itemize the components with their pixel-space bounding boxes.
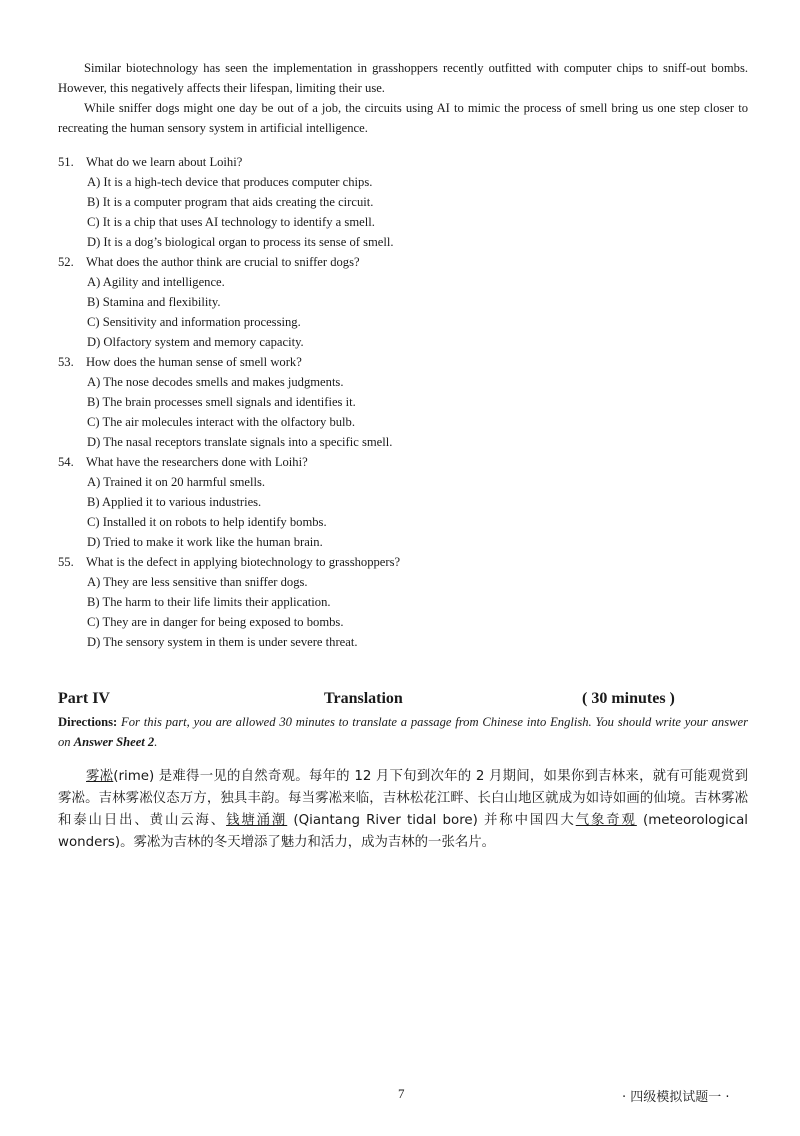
directions-label: Directions: [58, 715, 118, 729]
question-54: 54. What have the researchers done with Loihi? [58, 455, 308, 469]
question-53-option-b: B) The brain processes smell signals and identifies it. [87, 395, 356, 409]
underlined-term-tidal-bore: 钱塘涌潮 [226, 813, 288, 828]
question-52-option-b: B) Stamina and flexibility. [87, 295, 221, 309]
question-52-option-d: D) Olfactory system and memory capacity. [87, 335, 304, 349]
answer-sheet-ref: Answer Sheet 2 [73, 735, 155, 749]
part-time: ( 30 minutes ) [582, 690, 675, 707]
directions: Directions: For this part, you are allowed 30 minutes to translate a passage from Chinese into English. You should write your answer on Answer Sheet 2. [58, 715, 749, 749]
part-label: Part IV [58, 690, 110, 707]
question-53-option-c: C) The air molecules interact with the olfactory bulb. [87, 415, 355, 429]
underlined-term-rime: 雾凇 [86, 769, 114, 784]
question-55-option-d: D) The sensory system in them is under severe threat. [87, 635, 358, 649]
question-53-option-a: A) The nose decodes smells and makes judgments. [87, 375, 344, 389]
question-54-option-c: C) Installed it on robots to help identify bombs. [87, 515, 327, 529]
question-51: 51. What do we learn about Loihi? [58, 155, 243, 169]
question-53-option-d: D) The nasal receptors translate signals into a specific smell. [87, 435, 393, 449]
question-52-option-c: C) Sensitivity and information processing. [87, 315, 301, 329]
question-55: 55. What is the defect in applying biotechnology to grasshoppers? [58, 555, 401, 569]
chinese-passage: 雾凇(rime) 是难得一见的自然奇观。每年的 12 月下旬到次年的 2 月期间，如果你到吉林来，就有可能观赏到雾凇。吉林雾凇仪态万方，独具丰韵。每当雾凇来临，吉林松花江畔、长白山地区就成为如诗如画的仙境。吉林雾凇和泰山日出、黄山云海、钱塘涌潮 (Qiantang River tidal bore) 并称中国四大气象奇观 (meteorological wonders)。雾凇为吉林的冬天增添了魅力和活力，成为吉林的一张名片。 [58, 769, 749, 850]
directions-text: For this part, you are allowed 30 minutes to translate a passage from Chinese into English. You should write your answer on [58, 715, 749, 749]
question-52: 52. What does the author think are crucial to sniffer dogs? [58, 255, 360, 269]
underlined-term-meteorological: 气象奇观 [575, 813, 637, 828]
question-51-option-a: A) It is a high-tech device that produces computer chips. [87, 175, 373, 189]
question-55-option-b: B) The harm to their life limits their application. [87, 595, 331, 609]
question-54-option-b: B) Applied it to various industries. [87, 495, 262, 509]
passage-paragraph-2: While sniffer dogs might one day be out of a job, the circuits using AI to mimic the process of smell bring us one step closer to recreating the human sensory system in artificial intelligence. [58, 101, 748, 135]
question-51-option-c: C) It is a chip that uses AI technology to identify a smell. [87, 215, 375, 229]
question-55-option-a: A) They are less sensitive than sniffer dogs. [87, 575, 308, 589]
question-54-option-d: D) Tried to make it work like the human brain. [87, 535, 323, 549]
page-number: 7 [398, 1086, 405, 1101]
part-title: Translation [324, 690, 403, 707]
question-53: 53. How does the human sense of smell work? [58, 355, 302, 369]
question-51-option-b: B) It is a computer program that aids creating the circuit. [87, 195, 374, 209]
passage-paragraph-1: Similar biotechnology has seen the implementation in grasshoppers recently outfitted with computer chips to sniff-out bombs. However, this negatively affects their lifespan, limiting their use. [58, 61, 748, 95]
part-heading [58, 690, 748, 714]
question-55-option-c: C) They are in danger for being exposed to bombs. [87, 615, 344, 629]
footer-tag: · 四级模拟试题一 · [622, 1090, 730, 1105]
question-52-option-a: A) Agility and intelligence. [87, 275, 225, 289]
question-51-option-d: D) It is a dog’s biological organ to process its sense of smell. [87, 235, 394, 249]
question-54-option-a: A) Trained it on 20 harmful smells. [87, 475, 266, 489]
